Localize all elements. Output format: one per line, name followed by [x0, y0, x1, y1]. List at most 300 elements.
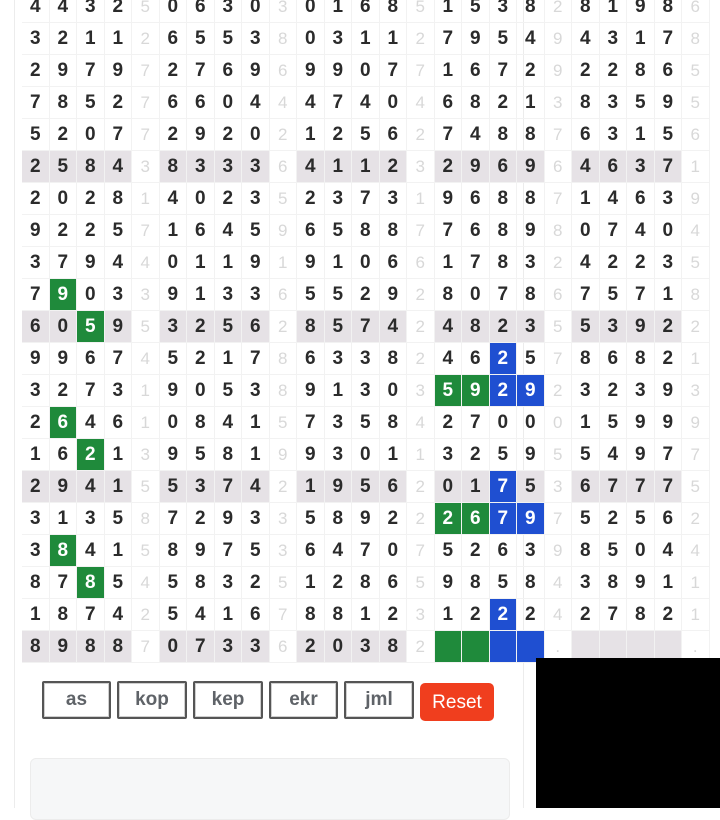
grid-cell[interactable]: 2 — [490, 343, 518, 375]
grid-cell[interactable]: 7 — [655, 471, 683, 503]
grid-cell[interactable]: 4 — [600, 183, 628, 215]
ekr-button[interactable]: ekr — [269, 681, 338, 719]
grid-cell[interactable]: 7 — [407, 535, 435, 567]
grid-cell[interactable]: 9 — [462, 151, 490, 183]
grid-cell[interactable]: 3 — [242, 23, 270, 55]
grid-cell[interactable]: 2 — [435, 151, 463, 183]
grid-cell[interactable]: 7 — [352, 535, 380, 567]
grid-cell[interactable]: 7 — [105, 343, 133, 375]
grid-cell[interactable]: 1 — [132, 407, 160, 439]
grid-cell[interactable]: 1 — [215, 343, 243, 375]
grid-cell[interactable]: 0 — [380, 87, 408, 119]
grid-cell[interactable]: 6 — [545, 279, 573, 311]
grid-cell[interactable]: 9 — [380, 279, 408, 311]
grid-cell[interactable]: 8 — [105, 183, 133, 215]
grid-cell[interactable]: 9 — [160, 439, 188, 471]
grid-cell[interactable]: 2 — [490, 311, 518, 343]
grid-cell[interactable]: 3 — [572, 567, 600, 599]
grid-cell[interactable]: 6 — [572, 471, 600, 503]
grid-cell[interactable]: 1 — [407, 183, 435, 215]
grid-cell[interactable]: 4 — [682, 535, 710, 567]
grid-cell[interactable]: 3 — [22, 247, 50, 279]
grid-cell[interactable]: 8 — [160, 151, 188, 183]
grid-cell[interactable]: 2 — [490, 87, 518, 119]
grid-cell[interactable]: 7 — [682, 439, 710, 471]
grid-cell[interactable]: 3 — [545, 87, 573, 119]
grid-cell[interactable]: 5 — [297, 279, 325, 311]
grid-cell[interactable]: 3 — [132, 151, 160, 183]
grid-cell[interactable]: 7 — [655, 23, 683, 55]
grid-cell[interactable]: 0 — [655, 215, 683, 247]
grid-cell[interactable]: 0 — [160, 0, 188, 23]
grid-cell[interactable]: 8 — [325, 599, 353, 631]
grid-cell[interactable]: 9 — [435, 567, 463, 599]
grid-cell[interactable]: 7 — [490, 55, 518, 87]
grid-cell[interactable]: 1 — [215, 599, 243, 631]
grid-cell[interactable]: 2 — [655, 311, 683, 343]
grid-cell[interactable]: 9 — [242, 55, 270, 87]
grid-cell[interactable]: 3 — [627, 151, 655, 183]
grid-cell[interactable]: 5 — [627, 87, 655, 119]
grid-cell[interactable]: 6 — [187, 87, 215, 119]
grid-cell[interactable]: 2 — [50, 119, 78, 151]
grid-cell[interactable]: 8 — [490, 247, 518, 279]
grid-cell[interactable]: 3 — [215, 151, 243, 183]
grid-cell[interactable]: 9 — [50, 471, 78, 503]
grid-cell[interactable]: 4 — [380, 311, 408, 343]
grid-cell[interactable]: 6 — [187, 215, 215, 247]
grid-cell[interactable]: 7 — [215, 471, 243, 503]
grid-cell[interactable]: 2 — [545, 0, 573, 23]
grid-cell[interactable]: 5 — [242, 215, 270, 247]
grid-cell[interactable]: 1 — [682, 599, 710, 631]
grid-cell[interactable]: 1 — [682, 567, 710, 599]
grid-cell[interactable]: 5 — [352, 119, 380, 151]
grid-cell[interactable]: 7 — [132, 55, 160, 87]
grid-cell[interactable]: 8 — [600, 567, 628, 599]
grid-cell[interactable]: 2 — [215, 119, 243, 151]
grid-cell[interactable]: 2 — [22, 183, 50, 215]
grid-cell[interactable]: 1 — [352, 151, 380, 183]
grid-cell[interactable]: 7 — [435, 215, 463, 247]
grid-cell[interactable]: 4 — [545, 567, 573, 599]
grid-cell[interactable]: 2 — [407, 23, 435, 55]
grid-cell[interactable]: 1 — [655, 567, 683, 599]
grid-cell[interactable]: 9 — [242, 247, 270, 279]
grid-cell[interactable]: 5 — [132, 0, 160, 23]
grid-cell[interactable]: 5 — [215, 311, 243, 343]
grid-cell[interactable]: 9 — [187, 119, 215, 151]
grid-cell[interactable]: 6 — [380, 247, 408, 279]
grid-cell[interactable]: 9 — [655, 407, 683, 439]
grid-cell[interactable]: 1 — [270, 247, 298, 279]
grid-cell[interactable]: 2 — [160, 55, 188, 87]
grid-cell[interactable]: 4 — [215, 215, 243, 247]
grid-cell[interactable]: 3 — [77, 503, 105, 535]
grid-cell[interactable]: 9 — [325, 471, 353, 503]
grid-cell[interactable]: 9 — [627, 407, 655, 439]
grid-cell[interactable]: 0 — [435, 471, 463, 503]
grid-cell[interactable]: 6 — [297, 535, 325, 567]
grid-cell[interactable]: 3 — [242, 375, 270, 407]
grid-cell[interactable]: 4 — [655, 535, 683, 567]
grid-cell[interactable]: 7 — [77, 55, 105, 87]
grid-cell[interactable]: 1 — [627, 119, 655, 151]
grid-cell[interactable]: 3 — [407, 151, 435, 183]
grid-cell[interactable]: 1 — [325, 0, 353, 23]
grid-cell[interactable]: 3 — [352, 343, 380, 375]
grid-cell[interactable]: 7 — [490, 503, 518, 535]
grid-cell[interactable]: 9 — [545, 55, 573, 87]
grid-cell[interactable]: 8 — [380, 631, 408, 663]
grid-cell[interactable]: 2 — [380, 151, 408, 183]
grid-cell[interactable]: 4 — [242, 471, 270, 503]
grid-cell[interactable]: 4 — [352, 87, 380, 119]
grid-cell[interactable]: 5 — [627, 503, 655, 535]
grid-cell[interactable]: 6 — [50, 407, 78, 439]
grid-cell[interactable]: 9 — [517, 503, 545, 535]
grid-cell[interactable]: 8 — [517, 183, 545, 215]
grid-cell[interactable]: 3 — [215, 631, 243, 663]
grid-cell[interactable]: 3 — [572, 375, 600, 407]
grid-cell[interactable]: 0 — [297, 0, 325, 23]
grid-cell[interactable]: 4 — [77, 535, 105, 567]
grid-cell[interactable]: 9 — [297, 55, 325, 87]
grid-cell[interactable]: 2 — [77, 183, 105, 215]
grid-cell[interactable]: 2 — [600, 247, 628, 279]
grid-cell[interactable]: 8 — [490, 119, 518, 151]
grid-cell[interactable]: 5 — [242, 535, 270, 567]
grid-cell[interactable]: 2 — [655, 343, 683, 375]
grid-cell[interactable]: 6 — [160, 23, 188, 55]
grid-cell[interactable]: 5 — [682, 471, 710, 503]
grid-cell[interactable]: 5 — [572, 311, 600, 343]
grid-cell[interactable]: . — [545, 631, 573, 663]
grid-cell[interactable]: 6 — [682, 0, 710, 23]
grid-cell[interactable]: 9 — [627, 311, 655, 343]
grid-cell[interactable]: 9 — [50, 343, 78, 375]
grid-cell[interactable]: 8 — [545, 215, 573, 247]
grid-cell[interactable]: 2 — [407, 631, 435, 663]
grid-cell[interactable]: 6 — [242, 599, 270, 631]
grid-cell[interactable]: 3 — [215, 0, 243, 23]
grid-cell[interactable]: 4 — [242, 87, 270, 119]
grid-cell[interactable]: 2 — [325, 567, 353, 599]
grid-cell[interactable]: 2 — [50, 375, 78, 407]
grid-cell[interactable]: 3 — [352, 375, 380, 407]
grid-cell[interactable]: 6 — [380, 567, 408, 599]
grid-cell[interactable]: 5 — [462, 0, 490, 23]
grid-cell[interactable]: 7 — [435, 23, 463, 55]
grid-cell[interactable]: 1 — [297, 471, 325, 503]
grid-cell[interactable]: 0 — [517, 407, 545, 439]
grid-cell[interactable]: 7 — [600, 471, 628, 503]
grid-cell[interactable]: 5 — [682, 87, 710, 119]
as-button[interactable]: as — [42, 681, 111, 719]
grid-cell[interactable]: 1 — [132, 375, 160, 407]
grid-cell[interactable]: 4 — [22, 0, 50, 23]
grid-cell[interactable]: 7 — [215, 535, 243, 567]
grid-cell[interactable]: 6 — [682, 119, 710, 151]
grid-cell[interactable]: 0 — [50, 183, 78, 215]
grid-cell[interactable]: 8 — [132, 503, 160, 535]
grid-cell[interactable]: 1 — [215, 247, 243, 279]
grid-cell[interactable]: 3 — [270, 0, 298, 23]
grid-cell[interactable]: 4 — [105, 151, 133, 183]
grid-cell[interactable]: 2 — [325, 119, 353, 151]
grid-cell[interactable]: 2 — [407, 279, 435, 311]
grid-cell[interactable]: 9 — [435, 183, 463, 215]
grid-cell[interactable]: 3 — [682, 375, 710, 407]
grid-cell[interactable]: 7 — [435, 119, 463, 151]
grid-cell[interactable]: 0 — [160, 631, 188, 663]
grid-cell[interactable]: 5 — [270, 567, 298, 599]
grid-cell[interactable]: 6 — [50, 439, 78, 471]
grid-cell[interactable]: 7 — [187, 631, 215, 663]
grid-cell[interactable]: 8 — [297, 311, 325, 343]
grid-cell[interactable]: 1 — [105, 471, 133, 503]
grid-cell[interactable]: 2 — [462, 535, 490, 567]
grid-cell[interactable]: 3 — [600, 87, 628, 119]
grid-cell[interactable]: 7 — [132, 119, 160, 151]
grid-cell[interactable]: 2 — [77, 439, 105, 471]
grid-cell[interactable]: 5 — [270, 183, 298, 215]
grid-cell[interactable]: 5 — [187, 23, 215, 55]
grid-cell[interactable]: 6 — [242, 311, 270, 343]
grid-cell[interactable]: 2 — [352, 279, 380, 311]
grid-cell[interactable]: 3 — [380, 183, 408, 215]
grid-cell[interactable]: 5 — [105, 567, 133, 599]
grid-cell[interactable]: 5 — [600, 535, 628, 567]
grid-cell[interactable]: 2 — [105, 0, 133, 23]
grid-cell[interactable]: 8 — [50, 599, 78, 631]
grid-cell[interactable]: 2 — [435, 503, 463, 535]
grid-cell[interactable]: 0 — [462, 279, 490, 311]
grid-cell[interactable]: 1 — [435, 247, 463, 279]
grid-cell[interactable]: 7 — [22, 279, 50, 311]
grid-cell[interactable]: 1 — [572, 183, 600, 215]
grid-cell[interactable]: 0 — [380, 535, 408, 567]
grid-cell[interactable]: 9 — [517, 439, 545, 471]
grid-cell[interactable]: 8 — [325, 503, 353, 535]
grid-cell[interactable]: 2 — [572, 55, 600, 87]
grid-cell[interactable]: 4 — [600, 439, 628, 471]
grid-cell[interactable]: 8 — [380, 0, 408, 23]
grid-cell[interactable]: 2 — [407, 503, 435, 535]
grid-cell[interactable]: 2 — [22, 55, 50, 87]
grid-cell[interactable]: 9 — [105, 311, 133, 343]
grid-cell[interactable]: 6 — [380, 471, 408, 503]
grid-cell[interactable]: 2 — [22, 151, 50, 183]
grid-cell[interactable]: 6 — [270, 279, 298, 311]
grid-cell[interactable]: 4 — [682, 215, 710, 247]
grid-cell[interactable]: 9 — [297, 247, 325, 279]
grid-cell[interactable]: 9 — [187, 535, 215, 567]
grid-cell[interactable]: 7 — [160, 503, 188, 535]
grid-cell[interactable]: 9 — [462, 23, 490, 55]
grid-cell[interactable]: 1 — [435, 599, 463, 631]
grid-cell[interactable]: 1 — [77, 23, 105, 55]
grid-cell[interactable]: 1 — [105, 23, 133, 55]
grid-cell[interactable]: 5 — [22, 119, 50, 151]
grid-cell[interactable]: 6 — [545, 151, 573, 183]
grid-cell[interactable]: 2 — [572, 599, 600, 631]
grid-cell[interactable]: 7 — [627, 279, 655, 311]
grid-cell[interactable]: 3 — [187, 471, 215, 503]
grid-cell[interactable]: 1 — [435, 0, 463, 23]
grid-cell[interactable]: 6 — [435, 87, 463, 119]
grid-cell[interactable]: 2 — [270, 471, 298, 503]
grid-cell[interactable]: 2 — [682, 311, 710, 343]
kep-button[interactable]: kep — [193, 681, 263, 719]
grid-cell[interactable]: 8 — [270, 375, 298, 407]
grid-cell[interactable]: 1 — [325, 375, 353, 407]
grid-cell[interactable]: 5 — [655, 119, 683, 151]
grid-cell[interactable]: 2 — [407, 471, 435, 503]
grid-cell[interactable]: 7 — [380, 55, 408, 87]
grid-cell[interactable]: 0 — [160, 247, 188, 279]
grid-cell[interactable]: 3 — [325, 343, 353, 375]
grid-cell[interactable]: 7 — [490, 279, 518, 311]
jml-button[interactable]: jml — [344, 681, 414, 719]
grid-cell[interactable]: 7 — [545, 183, 573, 215]
grid-cell[interactable]: 8 — [572, 535, 600, 567]
grid-cell[interactable]: 3 — [187, 151, 215, 183]
grid-cell[interactable]: 2 — [490, 375, 518, 407]
grid-cell[interactable]: 6 — [380, 119, 408, 151]
grid-cell[interactable]: 3 — [627, 375, 655, 407]
grid-cell[interactable]: 3 — [22, 23, 50, 55]
grid-cell[interactable]: 3 — [270, 503, 298, 535]
grid-cell[interactable]: 5 — [215, 375, 243, 407]
grid-cell[interactable]: 8 — [462, 567, 490, 599]
grid-cell[interactable]: 7 — [600, 599, 628, 631]
grid-cell[interactable]: 9 — [655, 375, 683, 407]
grid-cell[interactable]: 9 — [160, 279, 188, 311]
grid-cell[interactable]: 9 — [50, 279, 78, 311]
grid-cell[interactable]: 2 — [77, 215, 105, 247]
grid-cell[interactable]: 8 — [627, 343, 655, 375]
grid-cell[interactable]: 8 — [105, 631, 133, 663]
grid-cell[interactable]: 1 — [682, 151, 710, 183]
grid-cell[interactable]: 5 — [105, 503, 133, 535]
grid-cell[interactable]: 5 — [407, 567, 435, 599]
grid-cell[interactable]: 1 — [22, 439, 50, 471]
grid-cell[interactable]: 7 — [627, 471, 655, 503]
grid-cell[interactable]: 3 — [517, 311, 545, 343]
grid-cell[interactable]: 1 — [572, 407, 600, 439]
grid-cell[interactable]: 8 — [490, 215, 518, 247]
grid-cell[interactable]: 9 — [325, 55, 353, 87]
grid-cell[interactable]: 9 — [297, 375, 325, 407]
grid-cell[interactable]: 1 — [462, 471, 490, 503]
grid-cell[interactable]: 9 — [105, 55, 133, 87]
grid-cell[interactable]: 7 — [50, 247, 78, 279]
grid-cell[interactable]: 5 — [352, 407, 380, 439]
grid-cell[interactable]: 5 — [215, 23, 243, 55]
grid-cell[interactable]: 1 — [50, 503, 78, 535]
grid-cell[interactable]: 4 — [160, 183, 188, 215]
grid-cell[interactable]: 5 — [517, 343, 545, 375]
grid-cell[interactable]: 7 — [77, 375, 105, 407]
grid-cell[interactable]: 6 — [297, 343, 325, 375]
grid-cell[interactable] — [435, 631, 463, 663]
grid-cell[interactable]: 9 — [215, 503, 243, 535]
grid-cell[interactable]: 3 — [655, 247, 683, 279]
grid-cell[interactable]: 3 — [105, 375, 133, 407]
grid-cell[interactable]: 7 — [187, 55, 215, 87]
grid-cell[interactable]: 3 — [600, 311, 628, 343]
grid-cell[interactable]: 8 — [435, 279, 463, 311]
grid-cell[interactable]: 8 — [77, 631, 105, 663]
grid-cell[interactable]: 5 — [682, 247, 710, 279]
grid-cell[interactable]: 2 — [242, 567, 270, 599]
grid-cell[interactable]: 4 — [105, 599, 133, 631]
grid-cell[interactable]: 7 — [490, 471, 518, 503]
grid-cell[interactable]: 0 — [572, 215, 600, 247]
grid-cell[interactable]: 9 — [22, 343, 50, 375]
grid-cell[interactable]: 6 — [352, 0, 380, 23]
grid-cell[interactable]: 6 — [462, 215, 490, 247]
grid-cell[interactable]: 9 — [22, 215, 50, 247]
grid-cell[interactable]: 6 — [22, 311, 50, 343]
grid-cell[interactable]: 9 — [462, 375, 490, 407]
grid-cell[interactable]: 2 — [270, 119, 298, 151]
grid-cell[interactable]: 5 — [545, 439, 573, 471]
grid-cell[interactable]: 3 — [242, 183, 270, 215]
grid-cell[interactable]: 1 — [105, 439, 133, 471]
grid-cell[interactable]: 7 — [132, 631, 160, 663]
grid-cell[interactable]: 7 — [105, 119, 133, 151]
grid-cell[interactable]: 7 — [545, 503, 573, 535]
grid-cell[interactable]: 6 — [187, 0, 215, 23]
grid-cell[interactable]: 6 — [270, 631, 298, 663]
grid-cell[interactable]: 2 — [490, 599, 518, 631]
grid-cell[interactable]: 7 — [545, 343, 573, 375]
grid-cell[interactable]: 5 — [517, 471, 545, 503]
grid-cell[interactable]: 2 — [600, 375, 628, 407]
grid-cell[interactable]: 6 — [600, 151, 628, 183]
grid-cell[interactable]: 8 — [517, 119, 545, 151]
grid-cell[interactable]: 0 — [50, 311, 78, 343]
grid-cell[interactable]: 7 — [22, 87, 50, 119]
grid-cell[interactable]: 0 — [352, 439, 380, 471]
grid-cell[interactable]: 0 — [242, 0, 270, 23]
grid-cell[interactable]: 5 — [132, 471, 160, 503]
grid-cell[interactable]: 3 — [407, 599, 435, 631]
grid-cell[interactable]: 5 — [435, 375, 463, 407]
grid-cell[interactable]: 8 — [77, 567, 105, 599]
grid-cell[interactable]: 6 — [600, 343, 628, 375]
grid-cell[interactable]: 2 — [187, 503, 215, 535]
grid-cell[interactable]: 2 — [105, 87, 133, 119]
grid-cell[interactable]: 4 — [435, 311, 463, 343]
grid-cell[interactable]: 7 — [132, 87, 160, 119]
grid-cell[interactable]: 2 — [50, 23, 78, 55]
grid-cell[interactable]: 3 — [77, 0, 105, 23]
grid-cell[interactable]: 4 — [77, 407, 105, 439]
grid-cell[interactable]: 9 — [545, 535, 573, 567]
grid-cell[interactable]: 5 — [132, 311, 160, 343]
grid-cell[interactable]: 1 — [242, 439, 270, 471]
grid-cell[interactable]: 0 — [187, 183, 215, 215]
grid-cell[interactable]: 3 — [517, 247, 545, 279]
grid-cell[interactable]: 0 — [627, 535, 655, 567]
grid-cell[interactable]: 1 — [105, 535, 133, 567]
grid-cell[interactable]: 3 — [600, 23, 628, 55]
grid-cell[interactable]: 4 — [572, 247, 600, 279]
grid-cell[interactable]: 9 — [352, 503, 380, 535]
